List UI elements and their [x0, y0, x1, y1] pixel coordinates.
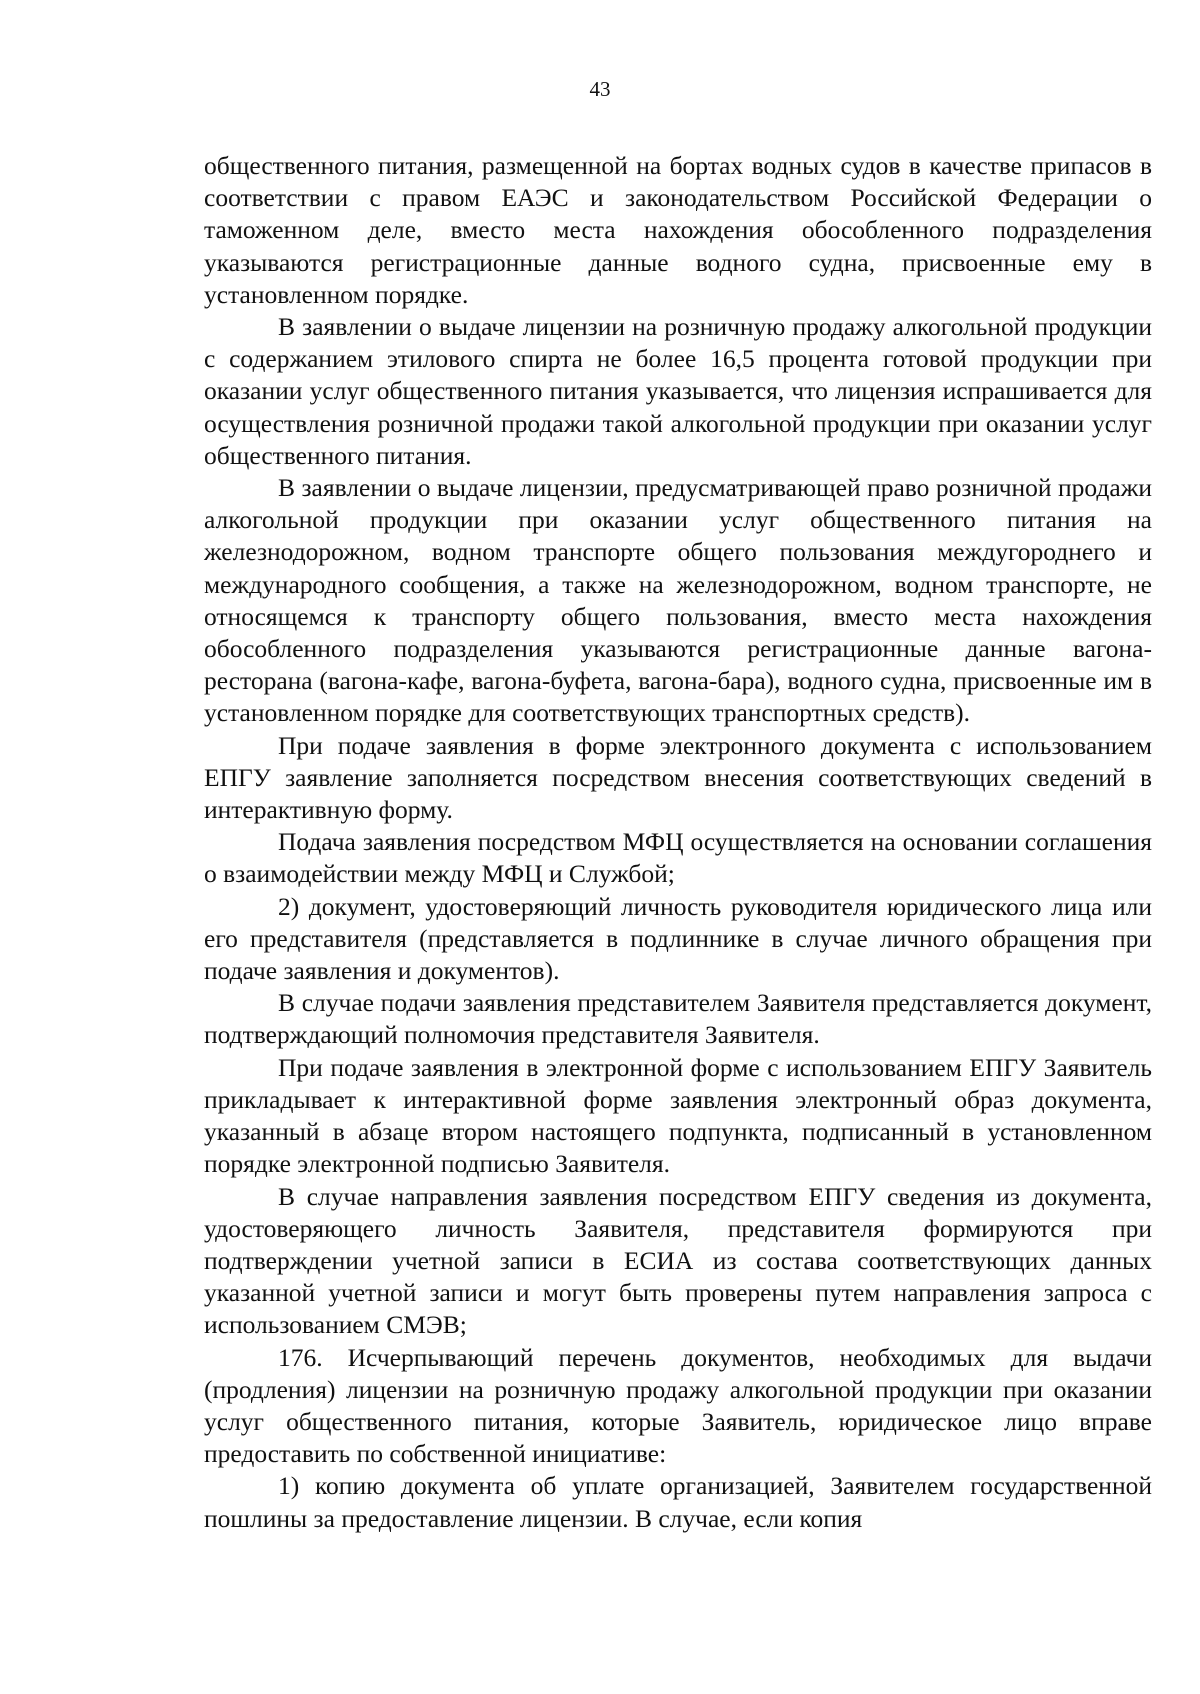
paragraph-6: 2) документ, удостоверяющий личность руководителя юридического лица или его представителя (представляется в подлиннике в случае личного обращения при подаче заявления и документов).: [204, 891, 1152, 986]
paragraph-10: 176. Исчерпывающий перечень документов, необходимых для выдачи (продления) лицензии на розничную продажу алкогольной продукции при оказании услуг общественного питания, которые Заявитель, юридическое лицо вправе предоставить по собственной инициативе:: [204, 1342, 1152, 1469]
paragraph-1: общественного питания, размещенной на бортах водных судов в качестве припасов в соответствии с правом ЕАЭС и законодательством Российской Федерации о таможенном деле, вместо места нахождения обособленного подразделения указываются регистрационные данные водного судна, присвоенные ему в установленном порядке.: [204, 151, 1152, 309]
paragraph-9: В случае направления заявления посредством ЕПГУ сведения из документа, удостоверяющего личность Заявителя, представителя формируются при подтверждении учетной записи в ЕСИА из состава соответствующих данных указанной учетной записи и могут быть проверены путем направления запроса с использованием СМЭВ;: [204, 1181, 1152, 1340]
paragraph-2: В заявлении о выдаче лицензии на розничную продажу алкогольной продукции с содержанием этилового спирта не более 16,5 процента готовой продукции при оказании услуг общественного питания указывается, что лицензия испрашивается для осуществления розничной продажи такой алкогольной продукции при оказании услуг общественного питания.: [204, 312, 1152, 470]
document-body: [204, 150, 1152, 1535]
paragraph-4: При подаче заявления в форме электронного документа с использованием ЕПГУ заявление заполняется посредством внесения соответствующих сведений в интерактивную форму.: [204, 730, 1152, 825]
paragraph-7: В случае подачи заявления представителем Заявителя представляется документ, подтверждающий полномочия представителя Заявителя.: [204, 988, 1152, 1050]
page-number: 43: [589, 77, 611, 101]
paragraph-3: В заявлении о выдаче лицензии, предусматривающей право розничной продажи алкогольной продукции при оказании услуг общественного питания на железнодорожном, водном транспорте общего пользования междугороднего и международного сообщения, а также на железнодорожном, водном транспорте, не относящемся к транспорту общего пользования, вместо места нахождения обособленного подразделения указываются регистрационные данные вагона-ресторана (вагона-кафе, вагона-буфета, вагона-бара), водного судна, присвоенные им в установленном порядке для соответствующих транспортных средств).: [204, 473, 1152, 728]
paragraph-5: Подача заявления посредством МФЦ осуществляется на основании соглашения о взаимодействии между МФЦ и Службой;: [204, 827, 1152, 889]
paragraph-11: 1) копию документа об уплате организацией, Заявителем государственной пошлины за предоставление лицензии. В случае, если копия: [204, 1471, 1152, 1533]
paragraph-8: При подаче заявления в электронной форме с использованием ЕПГУ Заявитель прикладывает к интерактивной форме заявления электронный образ документа, указанный в абзаце втором настоящего подпункта, подписанный в установленном порядке электронной подписью Заявителя.: [204, 1052, 1152, 1179]
